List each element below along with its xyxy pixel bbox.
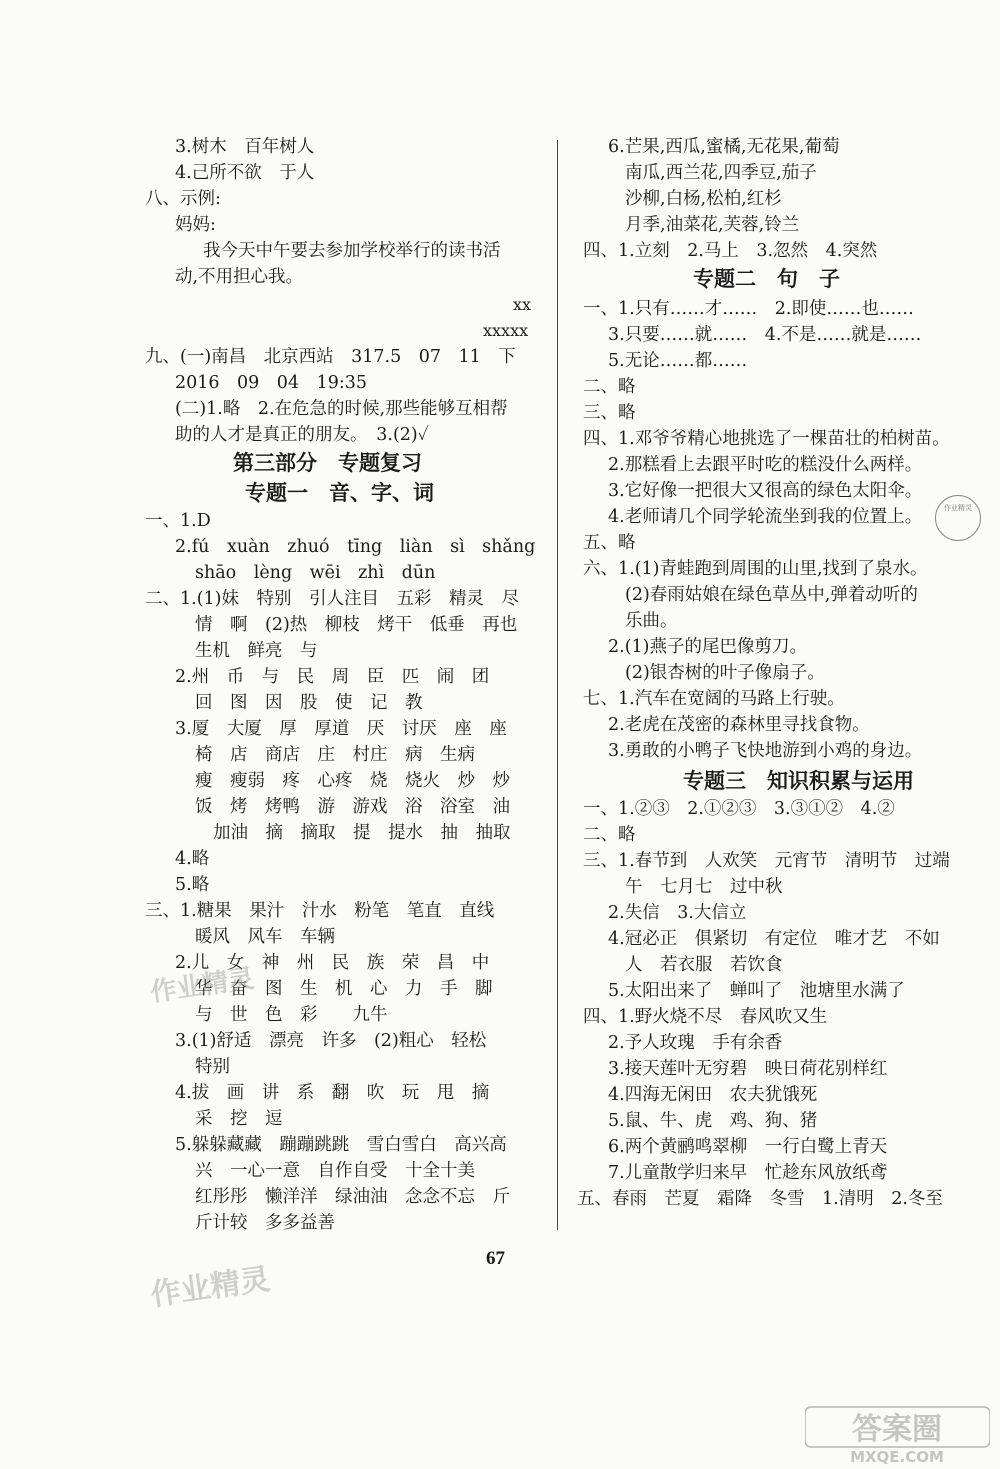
answer-line: 3.(1)舒适 漂亮 许多 (2)粗心 轻松: [175, 1031, 487, 1051]
stamp-seal: 作业精灵: [935, 495, 981, 541]
section-line: 五、略: [583, 533, 636, 553]
answer-line: 回 图 因 股 使 记 教: [195, 693, 423, 713]
answer-line: 暖风 风车 车辆: [195, 927, 335, 947]
svg-text:答案圈: 答案圈: [852, 1412, 942, 1447]
answer-line: 6.芒果,西瓜,蜜橘,无花果,葡萄: [608, 137, 840, 157]
letter-date: xxxxx: [483, 321, 529, 340]
answer-line: 4.略: [175, 849, 210, 869]
section-line: 七、1.汽车在宽阔的马路上行驶。: [583, 689, 845, 709]
column-divider: [557, 140, 558, 1230]
section-line: 二、略: [583, 377, 636, 397]
answer-line: 月季,油菜花,芙蓉,铃兰: [625, 215, 800, 235]
answer-line: 助的人才是真正的朋友。 3.(2)✓: [175, 425, 430, 445]
letter-body: 我今天中午要去参加学校举行的读书活: [203, 241, 501, 261]
answer-line: 5.无论……都……: [608, 351, 748, 371]
section-line: 三、1.春节到 人欢笑 元宵节 清明节 过端: [583, 851, 950, 871]
answer-line: 4.老师请几个同学轮流坐到我的位置上。: [608, 507, 923, 527]
answer-line: 2.州 币 与 民 周 臣 匹 闹 团: [175, 667, 490, 687]
section-line: 二、1.(1)妹 特别 引人注目 五彩 精灵 尽: [145, 589, 519, 609]
section-line: 四、1.立刻 2.马上 3.忽然 4.突然: [583, 241, 878, 261]
section-line: 一、1.只有……才…… 2.即使……也……: [583, 299, 914, 319]
answer-line: 5.躲躲藏藏 蹦蹦跳跳 雪白雪白 高兴高: [175, 1135, 507, 1155]
answer-line: 兴 一心一意 自作自受 十全十美: [195, 1161, 475, 1181]
answer-line: 3.接天莲叶无穷碧 映日荷花别样红: [608, 1059, 888, 1079]
answer-line: 7.儿童散学归来早 忙趁东风放纸鸢: [608, 1163, 888, 1183]
section-line: 一、1.②③ 2.①②③ 3.③①② 4.②: [583, 799, 895, 819]
answer-line: 5.鼠、牛、虎 鸡、狗、猪: [608, 1111, 818, 1131]
section-line: 一、1.D: [145, 511, 211, 531]
answer-line: 特别: [195, 1057, 230, 1077]
answer-line: 3.它好像一把很大又很高的绿色太阳伞。: [608, 481, 923, 501]
site-logo-graphic: [805, 1405, 990, 1465]
answer-line: 加油 摘 摘取 提 提水 抽 抽取: [213, 823, 511, 843]
answer-line: 华 奋 图 生 机 心 力 手 脚: [195, 979, 493, 999]
section-line: 三、1.糖果 果汁 汁水 粉笔 笔直 直线: [145, 901, 495, 921]
section-line: 四、1.野火烧不尽 春风吹又生: [583, 1007, 828, 1027]
section-line: 八、示例:: [145, 189, 221, 209]
answer-line: 2.(1)燕子的尾巴像剪刀。: [608, 637, 807, 657]
answer-line: 饭 烤 烤鸭 游 游戏 浴 浴室 油: [195, 797, 510, 817]
answer-line: 3.只要……就…… 4.不是……就是……: [608, 325, 922, 345]
topic-heading: 专题一 音、字、词: [245, 481, 434, 505]
topic-heading: 专题二 句 子: [693, 267, 840, 291]
letter-body: 动,不用担心我。: [175, 267, 304, 287]
answer-line: 椅 店 商店 庄 村庄 病 生病: [195, 745, 475, 765]
answer-line: 2.儿 女 神 州 民 族 荣 昌 中: [175, 953, 490, 973]
answer-line: 2.老虎在茂密的森林里寻找食物。: [608, 715, 870, 735]
answer-line: 2016 09 04 19:35: [175, 373, 368, 393]
answer-line: 与 世 色 彩 九牛: [195, 1005, 388, 1025]
answer-line: 瘦 瘦弱 疼 心疼 烧 烧火 炒 炒: [195, 771, 510, 791]
section-line: 二、略: [583, 825, 636, 845]
page-number: 67: [486, 1248, 505, 1269]
section-line: 六、1.(1)青蛙跑到周围的山里,找到了泉水。: [583, 559, 928, 579]
svg-text:MXQE.COM: MXQE.COM: [850, 1448, 944, 1465]
pinyin-line: shāo lèng wēi zhì dūn: [195, 563, 436, 583]
answer-line: 2.那糕看上去跟平时吃的糕没什么两样。: [608, 455, 923, 475]
letter-salutation: 妈妈:: [175, 215, 216, 235]
answer-line: (二)1.略 2.在危急的时候,那些能够互相帮: [175, 399, 508, 419]
section-line: 四、1.邓爷爷精心地挑选了一棵苗壮的柏树苗。: [583, 429, 950, 449]
answer-line: 人 若衣服 若饮食: [625, 955, 783, 975]
answer-line: 2.失信 3.大信立: [608, 903, 747, 923]
part-heading: 第三部分 专题复习: [233, 451, 422, 475]
section-line: 五、春雨 芒夏 霜降 冬雪 1.清明 2.冬至: [577, 1189, 943, 1209]
answer-line: 生机 鲜亮 与: [195, 641, 318, 661]
answer-line: 情 啊 (2)热 柳枝 烤干 低垂 再也: [195, 615, 518, 635]
answer-line: 3.勇敢的小鸭子飞快地游到小鸡的身边。: [608, 741, 923, 761]
answer-line: 4.己所不欲 于人: [175, 163, 315, 183]
answer-line: 4.四海无闲田 农夫犹饿死: [608, 1085, 818, 1105]
answer-line: 南瓜,西兰花,四季豆,茄子: [625, 163, 817, 183]
answer-line: (2)银杏树的叶子像扇子。: [625, 663, 825, 683]
answer-line: 4.冠必正 俱紧切 有定位 唯才艺 不如: [608, 929, 940, 949]
answer-line: 斤计较 多多益善: [195, 1213, 335, 1233]
watermark: 作业精灵: [148, 963, 256, 1009]
answer-line: 乐曲。: [625, 611, 678, 631]
answer-line: 4.拔 画 讲 系 翻 吹 玩 甩 摘: [175, 1083, 490, 1103]
pinyin-line: 2.fú xuàn zhuó tīng liàn sì shǎng: [175, 537, 536, 557]
answer-line: 3.树木 百年树人: [175, 137, 315, 157]
answer-line: 5.太阳出来了 蝉叫了 池塘里水满了: [608, 981, 905, 1001]
answer-line: 3.厦 大厦 厚 厚道 厌 讨厌 座 座: [175, 719, 507, 739]
section-line: 三、略: [583, 403, 636, 423]
answer-line: 2.予人玫瑰 手有余香: [608, 1033, 783, 1053]
topic-heading: 专题三 知识积累与运用: [683, 769, 914, 793]
answer-line: 红彤彤 懒洋洋 绿油油 念念不忘 斤: [195, 1187, 510, 1207]
answer-line: 5.略: [175, 875, 210, 895]
site-logo: [805, 1405, 990, 1465]
watermark: 作业精灵: [148, 1261, 273, 1314]
answer-line: 采 挖 逗: [195, 1109, 283, 1129]
answer-line: 6.两个黄鹂鸣翠柳 一行白鹭上青天: [608, 1137, 888, 1157]
answer-line: 午 七月七 过中秋: [625, 877, 783, 897]
answer-line: (2)春雨姑娘在绿色草丛中,弹着动听的: [625, 585, 918, 605]
section-line: 九、(一)南昌 北京西站 317.5 07 11 下: [145, 347, 516, 367]
answer-line: 沙柳,白杨,松柏,红杉: [625, 189, 782, 209]
letter-signature: xx: [513, 295, 532, 314]
